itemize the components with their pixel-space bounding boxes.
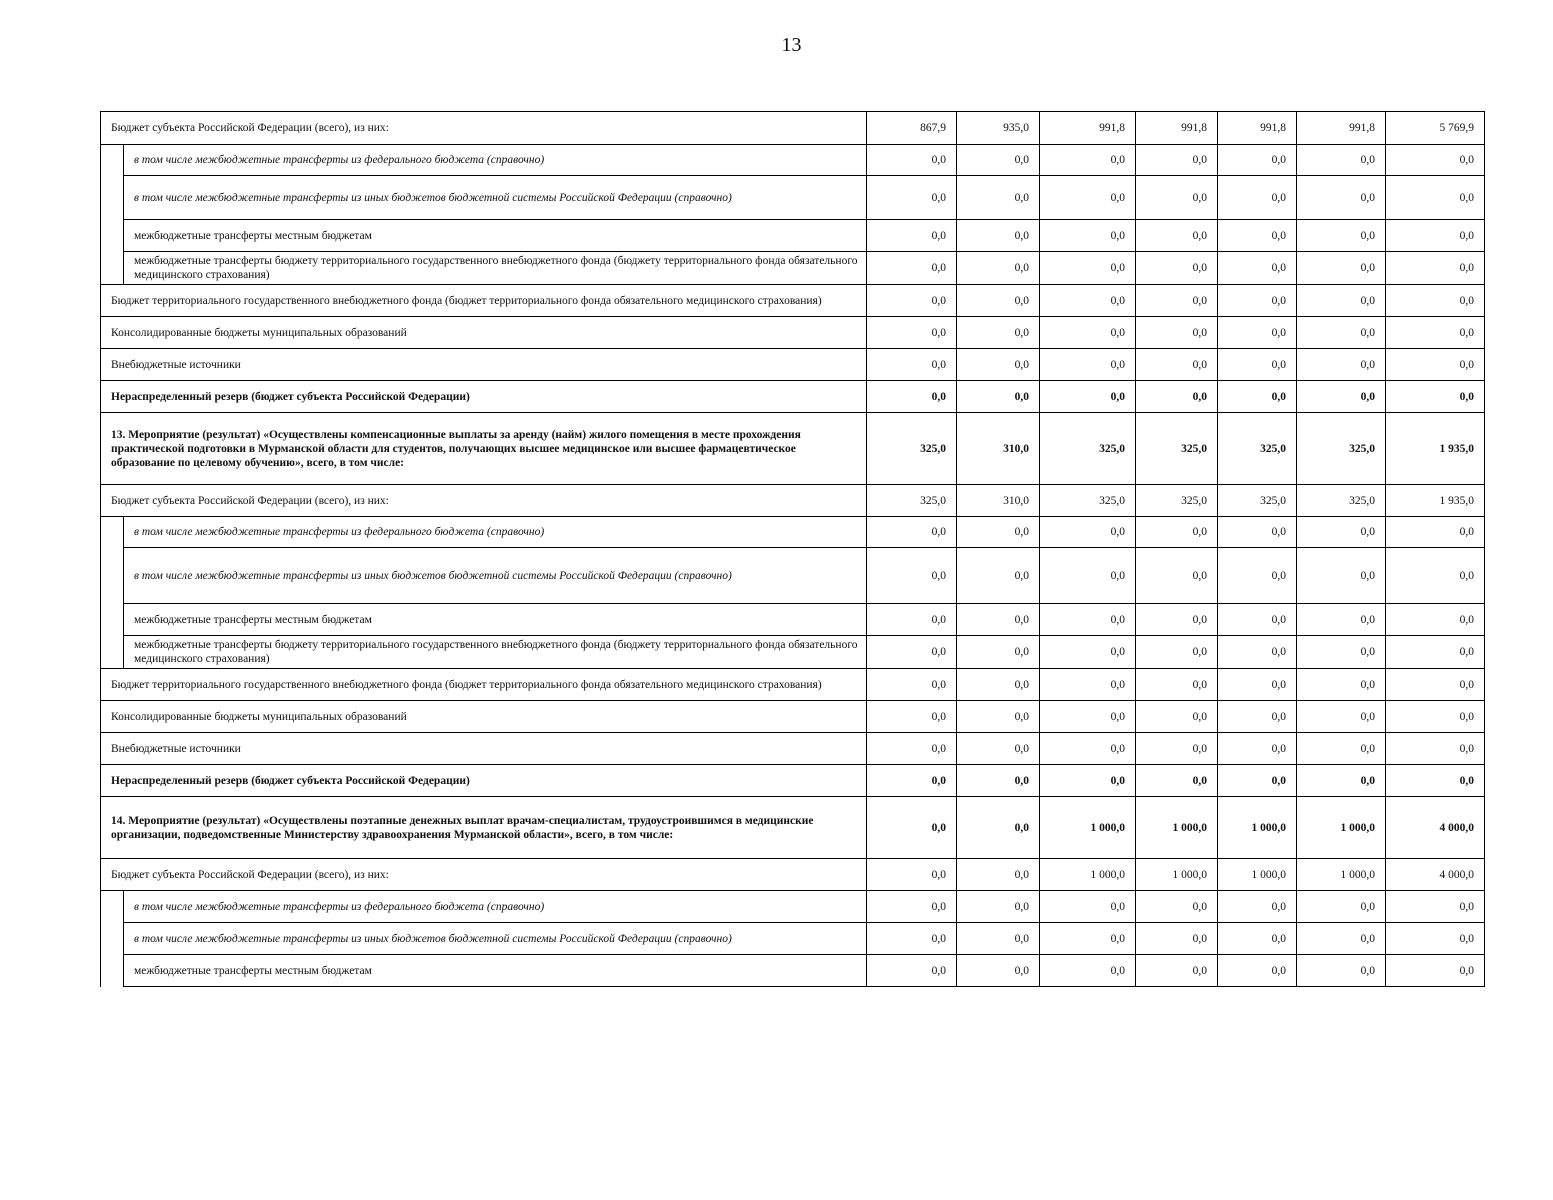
value-cell: 4 000,0 bbox=[1386, 859, 1485, 891]
value-cell: 0,0 bbox=[1297, 285, 1386, 317]
row-label: Нераспределенный резерв (бюджет субъекта Российской Федерации) bbox=[101, 765, 867, 797]
value-cell: 0,0 bbox=[1297, 381, 1386, 413]
row-label: 13. Мероприятие (результат) «Осуществлены компенсационные выплаты за аренду (найм) жилого помещения в месте прохождения практической подготовки в Мурманской области для студентов, получающих высшее медицинское или высшее фармацевтическое образование по целевому обучению», всего, в том числе: bbox=[101, 413, 867, 485]
value-cell: 0,0 bbox=[957, 220, 1040, 252]
value-cell: 1 000,0 bbox=[1040, 797, 1136, 859]
indent-cell bbox=[101, 252, 124, 285]
row-label: Нераспределенный резерв (бюджет субъекта Российской Федерации) bbox=[101, 381, 867, 413]
value-cell: 0,0 bbox=[1297, 220, 1386, 252]
value-cell: 0,0 bbox=[957, 955, 1040, 987]
value-cell: 0,0 bbox=[1040, 636, 1136, 669]
value-cell: 0,0 bbox=[957, 859, 1040, 891]
value-cell: 0,0 bbox=[1218, 733, 1297, 765]
value-cell: 0,0 bbox=[957, 517, 1040, 548]
value-cell: 0,0 bbox=[1136, 252, 1218, 285]
value-cell: 991,8 bbox=[1136, 112, 1218, 145]
value-cell: 0,0 bbox=[867, 548, 957, 604]
table-row bbox=[101, 285, 1485, 317]
value-cell: 991,8 bbox=[1218, 112, 1297, 145]
value-cell: 0,0 bbox=[1136, 145, 1218, 176]
row-label: в том числе межбюджетные трансферты из иных бюджетов бюджетной системы Российской Федерации (справочно) bbox=[124, 176, 867, 220]
value-cell: 0,0 bbox=[957, 145, 1040, 176]
value-cell: 0,0 bbox=[867, 797, 957, 859]
row-label: межбюджетные трансферты бюджету территориального государственного внебюджетного фонда (бюджету территориального фонда обязательного медицинского страхования) bbox=[124, 636, 867, 669]
value-cell: 325,0 bbox=[867, 413, 957, 485]
table-row bbox=[101, 413, 1485, 485]
value-cell: 0,0 bbox=[1386, 765, 1485, 797]
value-cell: 4 000,0 bbox=[1386, 797, 1485, 859]
value-cell: 0,0 bbox=[867, 220, 957, 252]
value-cell: 0,0 bbox=[1297, 145, 1386, 176]
value-cell: 0,0 bbox=[867, 252, 957, 285]
value-cell: 0,0 bbox=[1136, 765, 1218, 797]
value-cell: 0,0 bbox=[1136, 955, 1218, 987]
value-cell: 0,0 bbox=[1386, 669, 1485, 701]
value-cell: 0,0 bbox=[1218, 604, 1297, 636]
table-row bbox=[101, 955, 1485, 987]
value-cell: 0,0 bbox=[867, 733, 957, 765]
value-cell: 0,0 bbox=[1297, 252, 1386, 285]
indent-cell bbox=[101, 548, 124, 604]
value-cell: 0,0 bbox=[867, 923, 957, 955]
value-cell: 0,0 bbox=[867, 669, 957, 701]
value-cell: 0,0 bbox=[1040, 176, 1136, 220]
value-cell: 0,0 bbox=[1040, 285, 1136, 317]
row-label: в том числе межбюджетные трансферты из иных бюджетов бюджетной системы Российской Федерации (справочно) bbox=[124, 923, 867, 955]
value-cell: 0,0 bbox=[1218, 636, 1297, 669]
value-cell: 0,0 bbox=[1136, 220, 1218, 252]
value-cell: 0,0 bbox=[1218, 669, 1297, 701]
value-cell: 0,0 bbox=[1218, 923, 1297, 955]
value-cell: 0,0 bbox=[1297, 317, 1386, 349]
value-cell: 0,0 bbox=[1386, 317, 1485, 349]
value-cell: 0,0 bbox=[1386, 349, 1485, 381]
value-cell: 0,0 bbox=[1386, 252, 1485, 285]
value-cell: 0,0 bbox=[1386, 381, 1485, 413]
value-cell: 0,0 bbox=[867, 176, 957, 220]
value-cell: 0,0 bbox=[1040, 252, 1136, 285]
table-row bbox=[101, 701, 1485, 733]
value-cell: 0,0 bbox=[1386, 285, 1485, 317]
value-cell: 0,0 bbox=[957, 548, 1040, 604]
indent-cell bbox=[101, 517, 124, 548]
value-cell: 0,0 bbox=[957, 669, 1040, 701]
table-row bbox=[101, 485, 1485, 517]
value-cell: 0,0 bbox=[1040, 317, 1136, 349]
value-cell: 0,0 bbox=[867, 955, 957, 987]
value-cell: 0,0 bbox=[1040, 701, 1136, 733]
row-label: межбюджетные трансферты местным бюджетам bbox=[124, 955, 867, 987]
value-cell: 0,0 bbox=[867, 636, 957, 669]
value-cell: 0,0 bbox=[1297, 604, 1386, 636]
table-row bbox=[101, 859, 1485, 891]
value-cell: 0,0 bbox=[1136, 923, 1218, 955]
row-label: Внебюджетные источники bbox=[101, 349, 867, 381]
value-cell: 0,0 bbox=[1218, 349, 1297, 381]
value-cell: 0,0 bbox=[1386, 636, 1485, 669]
row-label: 14. Мероприятие (результат) «Осуществлены поэтапные денежных выплат врачам-специалистам, трудоустроившимся в медицинские организации, подведомственные Министерству здравоохранения Мурманской области», всего, в том числе: bbox=[101, 797, 867, 859]
table-row bbox=[101, 548, 1485, 604]
page-number: 13 bbox=[781, 34, 802, 56]
value-cell: 0,0 bbox=[1040, 349, 1136, 381]
value-cell: 325,0 bbox=[1040, 485, 1136, 517]
value-cell: 0,0 bbox=[867, 285, 957, 317]
value-cell: 0,0 bbox=[1386, 145, 1485, 176]
value-cell: 0,0 bbox=[1040, 381, 1136, 413]
value-cell: 0,0 bbox=[1218, 381, 1297, 413]
value-cell: 0,0 bbox=[1218, 955, 1297, 987]
value-cell: 0,0 bbox=[1136, 733, 1218, 765]
value-cell: 0,0 bbox=[867, 317, 957, 349]
value-cell: 0,0 bbox=[957, 317, 1040, 349]
value-cell: 0,0 bbox=[1297, 349, 1386, 381]
value-cell: 0,0 bbox=[957, 349, 1040, 381]
row-label: в том числе межбюджетные трансферты из федерального бюджета (справочно) bbox=[124, 517, 867, 548]
value-cell: 0,0 bbox=[1297, 765, 1386, 797]
row-label: межбюджетные трансферты местным бюджетам bbox=[124, 604, 867, 636]
row-label: межбюджетные трансферты бюджету территориального государственного внебюджетного фонда (бюджету территориального фонда обязательного медицинского страхования) bbox=[124, 252, 867, 285]
row-label: Внебюджетные источники bbox=[101, 733, 867, 765]
value-cell: 0,0 bbox=[1218, 220, 1297, 252]
value-cell: 0,0 bbox=[1136, 285, 1218, 317]
value-cell: 0,0 bbox=[867, 349, 957, 381]
value-cell: 0,0 bbox=[1218, 765, 1297, 797]
value-cell: 0,0 bbox=[1218, 145, 1297, 176]
value-cell: 0,0 bbox=[1136, 701, 1218, 733]
value-cell: 325,0 bbox=[867, 485, 957, 517]
value-cell: 0,0 bbox=[1218, 285, 1297, 317]
value-cell: 0,0 bbox=[867, 517, 957, 548]
value-cell: 0,0 bbox=[1040, 669, 1136, 701]
value-cell: 0,0 bbox=[957, 604, 1040, 636]
value-cell: 0,0 bbox=[1386, 517, 1485, 548]
value-cell: 0,0 bbox=[867, 891, 957, 923]
row-label: межбюджетные трансферты местным бюджетам bbox=[124, 220, 867, 252]
value-cell: 0,0 bbox=[1386, 955, 1485, 987]
indent-cell bbox=[101, 145, 124, 176]
value-cell: 0,0 bbox=[957, 701, 1040, 733]
indent-cell bbox=[101, 604, 124, 636]
table-row bbox=[101, 317, 1485, 349]
value-cell: 0,0 bbox=[1040, 145, 1136, 176]
value-cell: 0,0 bbox=[1040, 955, 1136, 987]
value-cell: 0,0 bbox=[1297, 517, 1386, 548]
value-cell: 0,0 bbox=[1297, 636, 1386, 669]
row-label: Бюджет территориального государственного внебюджетного фонда (бюджет территориального фонда обязательного медицинского страхования) bbox=[101, 669, 867, 701]
value-cell: 0,0 bbox=[1136, 604, 1218, 636]
value-cell: 325,0 bbox=[1218, 485, 1297, 517]
value-cell: 325,0 bbox=[1297, 413, 1386, 485]
value-cell: 0,0 bbox=[1386, 176, 1485, 220]
value-cell: 1 000,0 bbox=[1297, 797, 1386, 859]
table-row bbox=[101, 604, 1485, 636]
value-cell: 0,0 bbox=[1386, 701, 1485, 733]
table-row bbox=[101, 349, 1485, 381]
row-label: Бюджет субъекта Российской Федерации (всего), из них: bbox=[101, 859, 867, 891]
value-cell: 0,0 bbox=[1297, 733, 1386, 765]
table-row bbox=[101, 381, 1485, 413]
value-cell: 1 000,0 bbox=[1136, 797, 1218, 859]
value-cell: 0,0 bbox=[867, 859, 957, 891]
row-label: Бюджет субъекта Российской Федерации (всего), из них: bbox=[101, 485, 867, 517]
table-row bbox=[101, 765, 1485, 797]
value-cell: 0,0 bbox=[957, 252, 1040, 285]
value-cell: 1 935,0 bbox=[1386, 485, 1485, 517]
table-row bbox=[101, 669, 1485, 701]
indent-cell bbox=[101, 176, 124, 220]
value-cell: 0,0 bbox=[957, 891, 1040, 923]
indent-cell bbox=[101, 636, 124, 669]
value-cell: 325,0 bbox=[1136, 413, 1218, 485]
value-cell: 0,0 bbox=[1297, 891, 1386, 923]
row-label: в том числе межбюджетные трансферты из федерального бюджета (справочно) bbox=[124, 145, 867, 176]
value-cell: 0,0 bbox=[1218, 548, 1297, 604]
row-label: в том числе межбюджетные трансферты из иных бюджетов бюджетной системы Российской Федерации (справочно) bbox=[124, 548, 867, 604]
value-cell: 0,0 bbox=[1040, 891, 1136, 923]
value-cell: 1 000,0 bbox=[1297, 859, 1386, 891]
value-cell: 0,0 bbox=[1218, 317, 1297, 349]
value-cell: 0,0 bbox=[1218, 252, 1297, 285]
value-cell: 991,8 bbox=[1040, 112, 1136, 145]
indent-cell bbox=[101, 220, 124, 252]
value-cell: 0,0 bbox=[1136, 176, 1218, 220]
value-cell: 0,0 bbox=[1136, 381, 1218, 413]
value-cell: 935,0 bbox=[957, 112, 1040, 145]
value-cell: 0,0 bbox=[1386, 733, 1485, 765]
value-cell: 0,0 bbox=[1040, 733, 1136, 765]
table-row bbox=[101, 176, 1485, 220]
value-cell: 0,0 bbox=[1136, 317, 1218, 349]
value-cell: 0,0 bbox=[1386, 220, 1485, 252]
value-cell: 0,0 bbox=[1218, 517, 1297, 548]
row-label: Бюджет территориального государственного внебюджетного фонда (бюджет территориального фонда обязательного медицинского страхования) bbox=[101, 285, 867, 317]
value-cell: 0,0 bbox=[867, 604, 957, 636]
value-cell: 0,0 bbox=[1136, 891, 1218, 923]
value-cell: 0,0 bbox=[1040, 548, 1136, 604]
value-cell: 310,0 bbox=[957, 413, 1040, 485]
value-cell: 0,0 bbox=[867, 765, 957, 797]
value-cell: 0,0 bbox=[1297, 701, 1386, 733]
table-row bbox=[101, 517, 1485, 548]
value-cell: 867,9 bbox=[867, 112, 957, 145]
table-row bbox=[101, 733, 1485, 765]
value-cell: 0,0 bbox=[1218, 176, 1297, 220]
value-cell: 0,0 bbox=[1386, 604, 1485, 636]
value-cell: 0,0 bbox=[957, 176, 1040, 220]
table-row bbox=[101, 112, 1485, 145]
value-cell: 0,0 bbox=[1136, 669, 1218, 701]
value-cell: 0,0 bbox=[1136, 517, 1218, 548]
table-row bbox=[101, 797, 1485, 859]
table-row bbox=[101, 891, 1485, 923]
value-cell: 0,0 bbox=[1297, 548, 1386, 604]
value-cell: 0,0 bbox=[1297, 176, 1386, 220]
value-cell: 0,0 bbox=[1218, 701, 1297, 733]
value-cell: 325,0 bbox=[1040, 413, 1136, 485]
table-row bbox=[101, 636, 1485, 669]
table-row bbox=[101, 145, 1485, 176]
row-label: Бюджет субъекта Российской Федерации (всего), из них: bbox=[101, 112, 867, 145]
value-cell: 0,0 bbox=[957, 923, 1040, 955]
value-cell: 0,0 bbox=[867, 381, 957, 413]
value-cell: 0,0 bbox=[1136, 349, 1218, 381]
value-cell: 0,0 bbox=[1386, 548, 1485, 604]
value-cell: 310,0 bbox=[957, 485, 1040, 517]
value-cell: 1 000,0 bbox=[1136, 859, 1218, 891]
value-cell: 0,0 bbox=[867, 145, 957, 176]
value-cell: 0,0 bbox=[957, 285, 1040, 317]
value-cell: 0,0 bbox=[1386, 923, 1485, 955]
value-cell: 1 000,0 bbox=[1218, 797, 1297, 859]
value-cell: 0,0 bbox=[1136, 636, 1218, 669]
value-cell: 991,8 bbox=[1297, 112, 1386, 145]
value-cell: 325,0 bbox=[1297, 485, 1386, 517]
table-row bbox=[101, 923, 1485, 955]
value-cell: 0,0 bbox=[867, 701, 957, 733]
value-cell: 0,0 bbox=[1040, 604, 1136, 636]
value-cell: 0,0 bbox=[957, 733, 1040, 765]
value-cell: 0,0 bbox=[957, 765, 1040, 797]
value-cell: 325,0 bbox=[1136, 485, 1218, 517]
budget-table bbox=[100, 111, 1485, 987]
value-cell: 0,0 bbox=[1136, 548, 1218, 604]
table-row bbox=[101, 252, 1485, 285]
value-cell: 0,0 bbox=[1040, 923, 1136, 955]
value-cell: 325,0 bbox=[1218, 413, 1297, 485]
value-cell: 0,0 bbox=[1218, 891, 1297, 923]
value-cell: 0,0 bbox=[957, 636, 1040, 669]
row-label: Консолидированные бюджеты муниципальных образований bbox=[101, 317, 867, 349]
value-cell: 0,0 bbox=[1040, 765, 1136, 797]
value-cell: 1 935,0 bbox=[1386, 413, 1485, 485]
value-cell: 1 000,0 bbox=[1040, 859, 1136, 891]
value-cell: 1 000,0 bbox=[1218, 859, 1297, 891]
value-cell: 0,0 bbox=[1297, 923, 1386, 955]
value-cell: 0,0 bbox=[1040, 220, 1136, 252]
value-cell: 0,0 bbox=[1297, 669, 1386, 701]
row-label: в том числе межбюджетные трансферты из федерального бюджета (справочно) bbox=[124, 891, 867, 923]
value-cell: 0,0 bbox=[957, 381, 1040, 413]
value-cell: 5 769,9 bbox=[1386, 112, 1485, 145]
indent-cell bbox=[101, 923, 124, 955]
value-cell: 0,0 bbox=[1040, 517, 1136, 548]
value-cell: 0,0 bbox=[1386, 891, 1485, 923]
indent-cell bbox=[101, 955, 124, 987]
indent-cell bbox=[101, 891, 124, 923]
value-cell: 0,0 bbox=[957, 797, 1040, 859]
row-label: Консолидированные бюджеты муниципальных образований bbox=[101, 701, 867, 733]
value-cell: 0,0 bbox=[1297, 955, 1386, 987]
table-row bbox=[101, 220, 1485, 252]
